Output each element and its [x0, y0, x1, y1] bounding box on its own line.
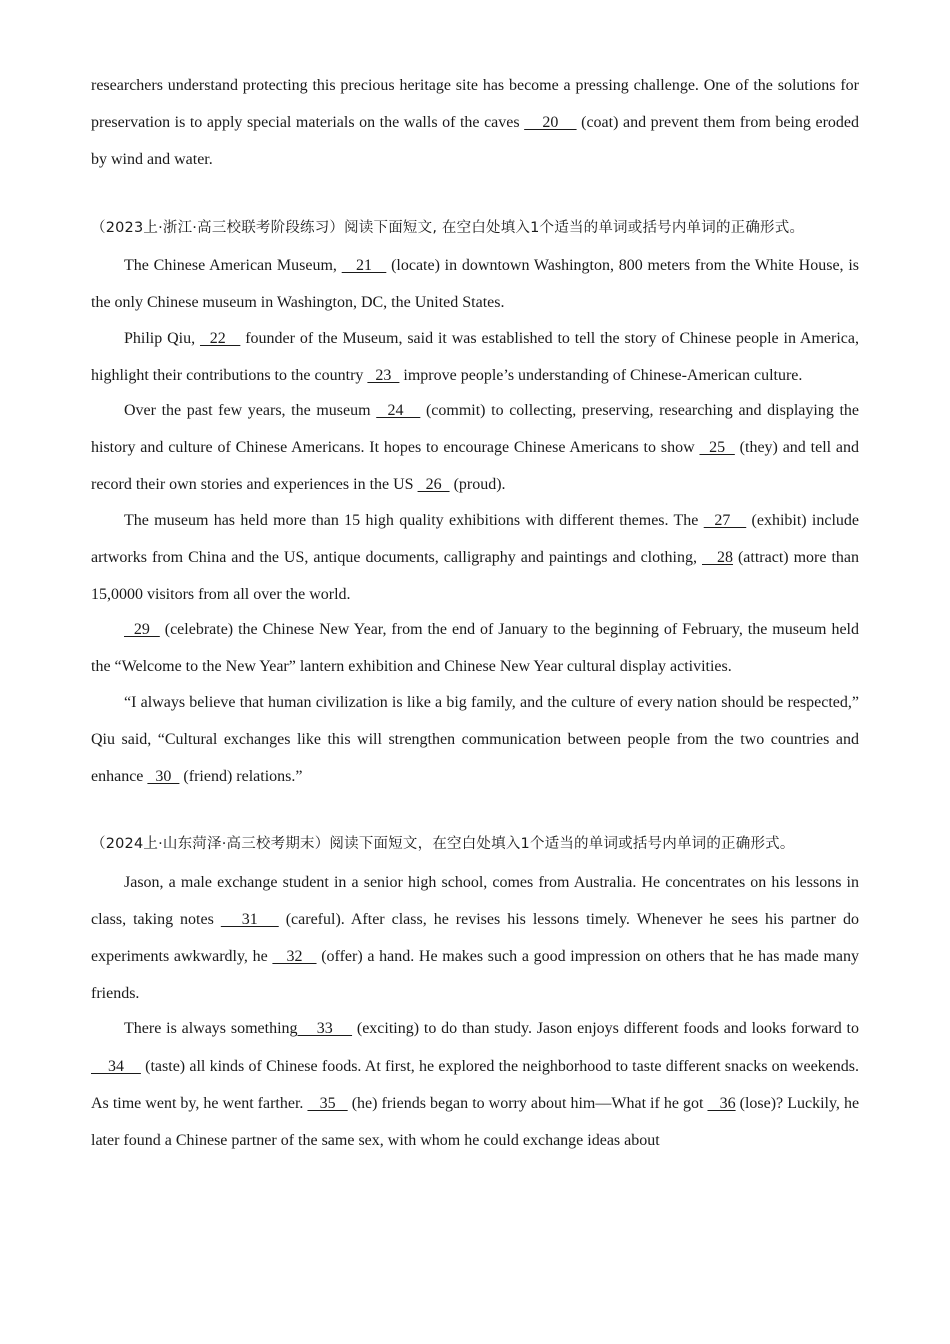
passage-text: (lose)? Luckily, he later found a Chinese partner of the same sex, with whom he could exchange ideas about: [91, 1094, 860, 1150]
section-gap: [91, 179, 859, 210]
passage-text: (celebrate) the Chinese New Year, from the end of January to the beginning of February, the museum held the “Welcome to the New Year” lantern exhibition and Chinese New Year cultural display activities.: [91, 621, 859, 676]
passage-text: (commit) to collecting, preserving, researching and displaying the history and culture of Chinese Americans. It hopes to encourage Chinese Americans to show: [91, 401, 860, 457]
passage-text: The Chinese American Museum,: [124, 257, 342, 275]
passage-text: Philip Qiu,: [124, 329, 200, 347]
passage-text: (they) and tell and record their own stories and experiences in the US: [91, 439, 860, 494]
answer-blank[interactable]: 30: [147, 767, 180, 785]
exercise-instruction: （2023上·浙江·高三校联考阶段练习）阅读下面短文, 在空白处填入1个适当的单词或括号内单词的正确形式。: [91, 219, 805, 236]
passage-text: (attract) more than 15,0000 visitors from all over the world.: [91, 548, 860, 603]
passage-paragraph: [91, 684, 859, 796]
passage-text: (exciting) to do than study. Jason enjoys different foods and looks forward to: [352, 1020, 859, 1038]
answer-blank[interactable]: 35: [307, 1094, 348, 1112]
answer-blank[interactable]: 24: [376, 401, 421, 419]
answer-blank[interactable]: 26: [417, 476, 450, 494]
passage-paragraph: [91, 1010, 859, 1159]
passage-text: founder of the Museum, said it was established to tell the story of Chinese people in America, highlight their contributions to the country: [91, 329, 860, 384]
passage-paragraph: [91, 611, 859, 685]
answer-blank[interactable]: 25: [699, 439, 735, 457]
passage-text: (locate) in downtown Washington, 800 meters from the White House, is the only Chinese museum in Washington, DC, the United States.: [91, 257, 859, 312]
answer-blank[interactable]: 22: [199, 329, 241, 347]
passage-text: Over the past few years, the museum: [124, 401, 377, 419]
exercise-instruction: （2024上·山东菏泽·高三校考期末）阅读下面短文，在空白处填入1个适当的单词或括号内单词的正确形式。: [91, 836, 795, 853]
passage-paragraph: [91, 247, 859, 321]
passage-text: (coat) and prevent them from being eroded by wind and water.: [91, 114, 859, 169]
answer-blank[interactable]: 33: [297, 1020, 353, 1038]
answer-blank[interactable]: 23: [367, 366, 400, 384]
passage-text: (taste) all kinds of Chinese foods. At first, he explored the neighborhood to taste different snacks on weekends. As time went by, he went farther.: [91, 1057, 859, 1112]
passage-text: (exhibit) include artworks from China and the US, antique documents, calligraphy and paintings and clothing,: [91, 511, 860, 566]
document-page: [91, 67, 859, 1159]
passage-text: There is always something: [124, 1020, 298, 1038]
passage-paragraph: [91, 502, 859, 614]
passage-text: (he) friends began to worry about him—What if he got: [347, 1094, 708, 1112]
passage-paragraph: [91, 864, 859, 1013]
answer-blank[interactable]: 31: [220, 910, 279, 928]
passage-text: Jason, a male exchange student in a senior high school, comes from Australia. He concentrates on his lessons in class, taking notes: [91, 873, 859, 928]
passage-text: (proud).: [449, 476, 506, 494]
answer-blank[interactable]: 28: [702, 548, 733, 566]
passage-paragraph: [91, 320, 859, 394]
passage-text: The museum has held more than 15 high quality exhibitions with different themes. The: [124, 511, 704, 529]
passage-text: (offer) a hand. He makes such a good impression on others that he has made many friends.: [91, 948, 860, 1003]
answer-blank[interactable]: 27: [703, 511, 747, 529]
section-gap: [91, 795, 859, 826]
passage-text: (careful). After class, he revises his lessons timely. Whenever he sees his partner do experiments awkwardly, he: [91, 910, 859, 966]
answer-blank[interactable]: 29: [124, 621, 160, 639]
passage-text: “I always believe that human civilization is like a big family, and the culture of every nation should be respected,” Qiu said, “Cultural exchanges like this will strengthen communication between people from the two countries and enhance: [91, 693, 859, 785]
passage-text: researchers understand protecting this precious heritage site has become a pressing challenge. One of the solutions for preservation is to apply special materials on the walls of the caves: [91, 77, 859, 132]
answer-blank[interactable]: 36: [707, 1094, 736, 1112]
answer-blank[interactable]: 20: [524, 114, 577, 132]
passage-paragraph: [91, 67, 859, 179]
answer-blank[interactable]: 32: [272, 948, 317, 966]
passage-paragraph: [91, 392, 859, 504]
answer-blank[interactable]: 34: [91, 1057, 141, 1075]
answer-blank[interactable]: 21: [341, 257, 387, 275]
passage-text: (friend) relations.”: [179, 767, 303, 785]
passage-text: improve people’s understanding of Chinese-American culture.: [399, 366, 803, 384]
